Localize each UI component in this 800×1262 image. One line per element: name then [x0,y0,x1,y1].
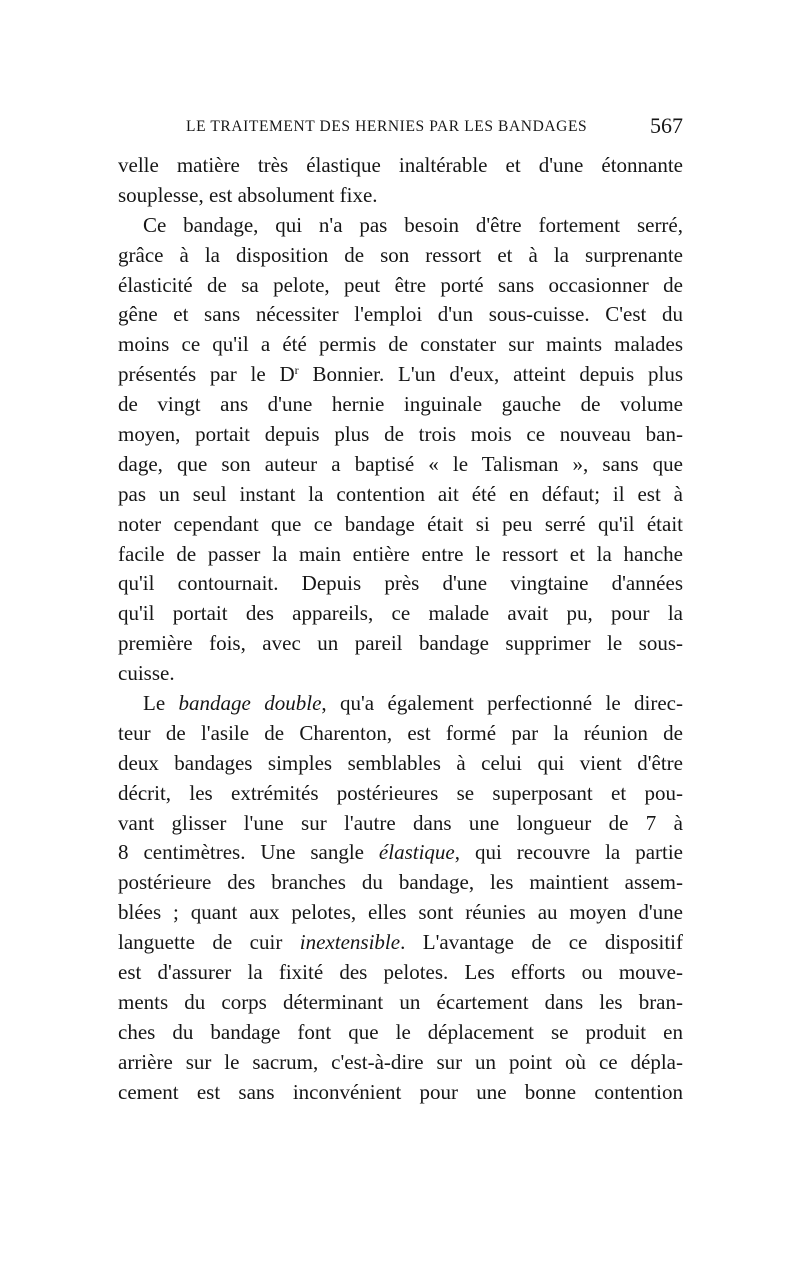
text-line: moins ce qu'il a été permis de constater sur maints malades [118,332,683,357]
page-number: 567 [650,113,683,138]
text-line: présentés par le $D^r$ Bonnier. L'un d'eux, atteint depuis plus [118,362,683,387]
text-line: grâce à la disposition de son ressort et à la surprenante [118,242,683,267]
text-line: velle matière très élastique inaltérable et d'une étonnante [118,153,683,177]
text-line: ches du bandage font que le déplacement se produit en [118,1019,683,1044]
text-line: moyen, portait depuis plus de trois mois ce nouveau ban- [118,422,683,447]
text-line: teur de l'asile de Charenton, est formé par la réunion de [118,720,683,745]
body-text [118,151,683,1108]
text-line: élasticité de sa pelote, peut être porté sans occasionner de [118,272,683,297]
italic-term: élastique [378,840,455,865]
text-line: cuisse. [118,661,175,686]
text-line: qu'il contournait. Depuis près d'une vingtaine d'années [118,571,683,596]
text-line: blées ; quant aux pelotes, elles sont réunies au moyen d'une [118,900,683,925]
text-line: facile de passer la main entière entre le ressort et la hanche [118,541,683,566]
text-line: décrit, les extrémités postérieures se superposant et pou- [118,780,683,805]
text-line: qu'il portait des appareils, ce malade avait pu, pour la [118,601,683,626]
text-line: Ce bandage, qui n'a pas besoin d'être fortement serré, [143,212,683,237]
text-line: 8 centimètres. Une sangle élastique, qui recouvre la partie [118,840,683,865]
text-line: gêne et sans nécessiter l'emploi d'un sous-cuisse. C'est du [118,302,683,327]
text-line: ments du corps déterminant un écartement dans les bran- [118,989,683,1014]
running-head [186,113,683,143]
text-line: vant glisser l'une sur l'autre dans une longueur de 7 à [118,810,683,835]
superscript: r [294,363,299,378]
text-line: de vingt ans d'une hernie inguinale gauche de volume [118,392,683,417]
italic-term: inextensible [299,930,401,955]
text-line: languette de cuir inextensible. L'avantage de ce dispositif [118,930,683,955]
text-line: pas un seul instant la contention ait été en défaut; il est à [118,481,683,506]
text-line: deux bandages simples semblables à celui qui vient d'être [118,750,683,775]
text-line: dage, que son auteur a baptisé « le Talisman », sans que [118,451,683,476]
text-line: arrière sur le sacrum, c'est-à-dire sur un point où ce dépla- [118,1049,683,1074]
text-line: première fois, avec un pareil bandage supprimer le sous- [118,631,683,656]
text-line: noter cependant que ce bandage était si peu serré qu'il était [118,511,683,536]
running-title: LE TRAITEMENT DES HERNIES PAR LES BANDAGES [186,118,588,135]
text-line: Le bandage double, qu'a également perfectionné le direc- [143,691,683,716]
italic-term: bandage double [178,691,322,716]
text-line: postérieure des branches du bandage, les maintient assem- [118,870,683,895]
text-line: souplesse, est absolument fixe. [118,182,378,207]
text-line: cement est sans inconvénient pour une bonne contention [118,1079,683,1104]
text-line: est d'assurer la fixité des pelotes. Les efforts ou mouve- [118,960,683,985]
